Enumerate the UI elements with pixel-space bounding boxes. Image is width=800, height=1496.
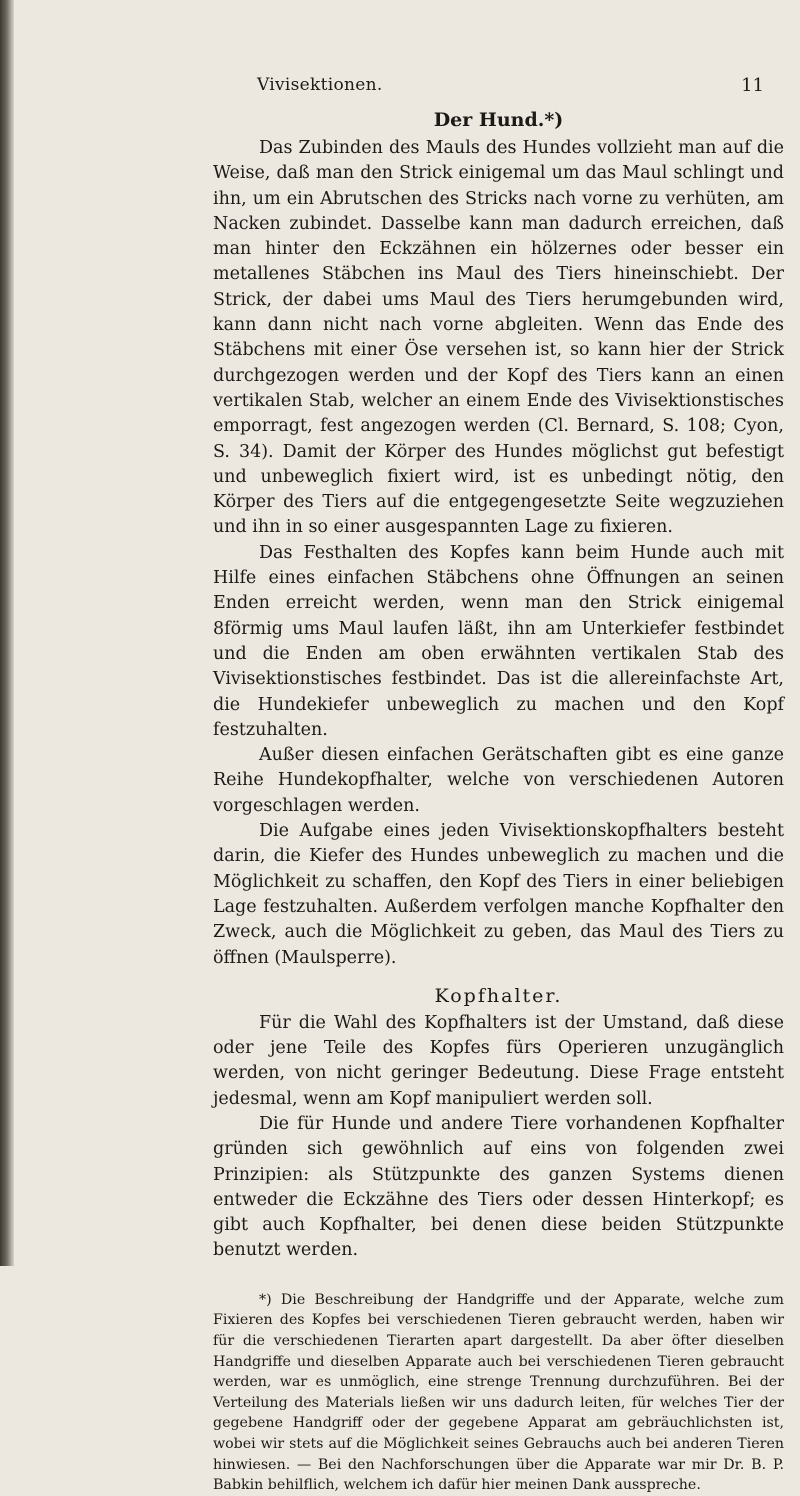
footnote: *) Die Beschreibung der Handgriffe und der Apparate, welche zum Fixieren des Kopfes bei verschiedenen Tieren gebraucht werden, haben wir für die verschiedenen Tierarten apart dargestellt. Da aber öfter dieselben Handgriffe und dieselben Apparate auch bei verschiedenen Tieren gebraucht werden, war es unmöglich, eine strenge Trennung durchzuführen. Bei der Verteilung des Materials ließen wir uns dadurch leiten, für welches Tier der gegebene Handgriff oder der gegebene Apparat am gebräuchlichsten ist, wobei wir stets auf die Möglichkeit seines Gebrauchs auch bei anderen Tieren hinwiesen. — Bei den Nachforschungen über die Apparate war mir Dr. B. P. Babkin behilflich, welchem ich dafür hier meinen Dank ausspreche. — [213, 1291, 784, 1494]
page-header — [248, 75, 784, 109]
paragraph: Das Festhalten des Kopfes kann beim Hunde auch mit Hilfe eines einfachen Stäbchens ohne Öffnungen an seinen Enden erreicht werden, wenn man den Strick einigemal 8förmig ums Maul laufen läßt, ihn am Unterkiefer festbindet und die Enden am oben erwähnten vertikalen Stab des Vivisektionstisches festbindet. Das ist die allereinfachste Art, die Hundekiefer unbeweglich zu machen und den Kopf festzuhalten. — [213, 542, 784, 740]
body-text — [213, 109, 784, 1496]
paragraph: Für die Wahl des Kopfhalters ist der Umstand, daß diese oder jene Teile des Kopfes fürs Operieren unzugänglich werden, von nicht geringer Bedeutung. Diese Frage entsteht jedesmal, wenn am Kopf manipuliert werden soll. — [213, 1012, 784, 1109]
section-title-der-hund: Der Hund.*) — [433, 109, 564, 131]
section-title-kopfhalter: Kopfhalter. — [434, 984, 563, 1007]
paragraph: Die Aufgabe eines jeden Vivisektionskopfhalters besteht darin, die Kiefer des Hundes unbeweglich zu machen und die Möglichkeit zu schaffen, den Kopf des Tiers in einer beliebigen Lage festzuhalten. Außerdem verfolgen manche Kopfhalter den Zweck, auch die Möglichkeit zu geben, das Maul des Tiers zu öffnen (Maulsperre). — [213, 821, 784, 968]
page-number: 11 — [741, 75, 764, 96]
paragraph: Das Zubinden des Mauls des Hundes vollzieht man auf die Weise, daß man den Strick einigemal um das Maul schlingt und ihn, um ein Abrutschen des Stricks nach vorne zu verhüten, am Nacken zubindet. Dasselbe kann man dadurch erreichen, daß man hinter den Eckzähnen ein hölzernes oder besser ein metallenes Stäbchen ins Maul des Tiers hineinschiebt. Der Strick, der dabei ums Maul des Tiers herumgebunden wird, kann dann nicht nach vorne abgleiten. Wenn das Ende des Stäbchens mit einer Öse versehen ist, so kann hier der Strick durchgezogen werden und der Kopf des Tiers kann an einen vertikalen Stab, welcher an einem Ende des Vivisektionstisches emporragt, fest angezogen werden (Cl. Bernard, S. 108; Cyon, S. 34). Damit der Körper des Hundes möglichst gut befestigt und unbeweglich fixiert wird, ist es unbedingt nötig, den Körper des Tiers auf die entgegengesetzte Seite wegzuziehen und ihn in so einer ausgespannten Lage zu fixieren. — [213, 138, 784, 538]
paragraph: Die für Hunde und andere Tiere vorhandenen Kopfhalter gründen sich gewöhnlich auf eins von folgenden zwei Prinzipien: als Stützpunkte des ganzen Systems dienen entweder die Eckzähne des Tiers oder dessen Hinterkopf; es gibt auch Kopfhalter, bei denen diese beiden Stützpunkte benutzt werden. — [213, 1113, 784, 1261]
running-title: Vivisektionen. — [257, 75, 383, 95]
book-page — [213, 75, 784, 1496]
paragraph: Außer diesen einfachen Gerätschaften gibt es eine ganze Reihe Hundekopfhalter, welche von verschiedenen Autoren vorgeschlagen werden. — [213, 745, 784, 816]
book-spine-shadow — [0, 0, 14, 1266]
